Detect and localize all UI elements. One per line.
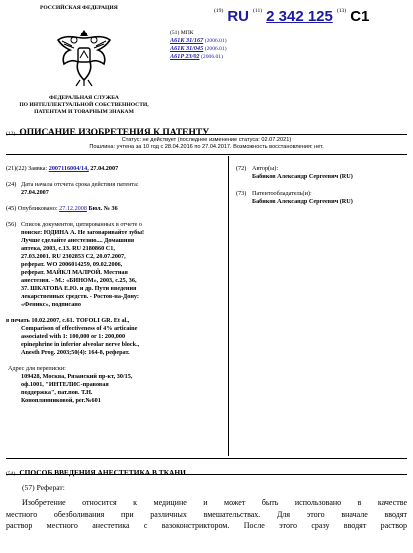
term-start-date: 27.04.2007	[21, 189, 49, 196]
application-number-link[interactable]: 2007116004/14,	[48, 165, 89, 172]
ipc-item	[170, 53, 227, 61]
address-line: поддержка", пат.пов. Т.Н.	[21, 389, 93, 396]
citation-line: Comparison of effectiveness of 4% articaine	[21, 325, 138, 332]
ipc-code-link[interactable]: A61K 31/045	[170, 45, 204, 52]
status-block	[0, 137, 413, 151]
abstract-line: раствор местного анестетика с вазоконстриктором. После этого сразу вводят раствор	[6, 521, 407, 530]
publication-field	[6, 205, 224, 213]
citation-line: «Феникс», подписано	[21, 301, 81, 308]
agency-line-2: ПО ИНТЕЛЛЕКТУАЛЬНОЙ СОБСТВЕННОСТИ,	[19, 102, 149, 108]
citation-line: реферат. WO 2006014259, 09.02.2006,	[21, 261, 123, 268]
fee-text: Пошлина: учтена за 10 год с 28.04.2016 по 27.04.2017. Возможность восстановления: нет.	[89, 144, 324, 150]
inventor-name: Бабиков Александр Сергеевич (RU)	[252, 173, 353, 180]
abstract-text	[6, 497, 407, 532]
abstract-line: местного обезболивания при различных вмешательствах. Для этого вначале вводят	[6, 509, 407, 519]
code-21-22: (21)(22)	[6, 165, 27, 172]
ipc-item	[170, 37, 227, 45]
code-72: (72)	[236, 165, 247, 172]
citation-line: associated with 1: 100,000 or 1: 200,000	[21, 333, 126, 340]
code-73: (73)	[236, 190, 247, 197]
patent-number-line	[214, 8, 369, 26]
citation-line: Список документов, цитированных в отчете о	[21, 221, 142, 228]
citation-line: лекарственных средств. - Ростов-на-Дону:	[21, 293, 139, 300]
application-label: Заявка:	[28, 165, 48, 172]
divider	[6, 474, 407, 475]
right-column	[236, 165, 408, 206]
patent-number-link[interactable]: 2 342 125	[266, 8, 333, 25]
ipc-version: (2006.01)	[204, 46, 227, 52]
application-date: 27.04.2007	[90, 165, 119, 172]
publication-date-link[interactable]: 27.12.2008	[59, 205, 87, 212]
citation-line: аптека, 2003, с.13. RU 2180860 C1,	[21, 245, 115, 252]
address-line: Коноплянниковой, рег.№601	[21, 397, 101, 404]
cited-documents-text	[21, 221, 144, 309]
citation-line: в печать 10.02.2007, с.61. TOFOLI GR. Et al.,	[6, 317, 130, 324]
ipc-version: (2006.01)	[201, 54, 223, 60]
document-title: ОПИСАНИЕ ИЗОБРЕТЕНИЯ К ПАТЕНТУ	[19, 128, 210, 138]
citation-line: Лучше сделайте анестезию.... Домашняя	[21, 237, 135, 244]
cited-documents-field	[6, 221, 224, 309]
publication-label: Опубликовано:	[17, 205, 58, 212]
patent-holder-label: Патентообладатель(и):	[252, 190, 312, 197]
ipc-list	[170, 37, 227, 61]
russian-emblem-icon	[52, 24, 116, 88]
status-text: Статус: не действует (последнее изменение статуса: 02.07.2021)	[121, 137, 292, 143]
term-start-field	[6, 181, 224, 197]
bulletin-number: Бюл. № 36	[88, 205, 118, 212]
code-11: (11)	[253, 8, 263, 14]
left-column	[6, 165, 224, 405]
country-name: РОССИЙСКАЯ ФЕДЕРАЦИЯ	[40, 5, 118, 11]
abstract-line: Изобретение относится к медицине и может быть использовано в качестве	[22, 498, 407, 507]
column-divider	[228, 156, 229, 456]
cited-documents-continued	[6, 317, 224, 357]
agency-line-3: ПАТЕНТАМ И ТОВАРНЫМ ЗНАКАМ	[34, 109, 134, 115]
application-field	[6, 165, 224, 173]
code-24: (24)	[6, 181, 17, 188]
divider	[6, 458, 407, 459]
divider	[6, 134, 407, 135]
code-19: (19)	[214, 8, 224, 14]
code-51: (51) МПК	[170, 30, 194, 36]
patent-holder-name: Бабиков Александр Сергеевич (RU)	[252, 198, 353, 205]
correspondence-address	[6, 365, 224, 405]
citation-line: 37. ШКАТОВА Е.Ю. и др. Пути введения	[21, 285, 137, 292]
ipc-code-link[interactable]: A61K 31/167	[170, 37, 204, 44]
agency-line-1: ФЕДЕРАЛЬНАЯ СЛУЖБА	[49, 95, 119, 101]
citation-line: epinephrine in inferior alveolar nerve block.,	[21, 341, 140, 348]
ipc-version: (2006.01)	[204, 38, 227, 44]
code-56: (56)	[6, 221, 17, 228]
agency-name	[0, 95, 168, 116]
ipc-code-link[interactable]: A61P 23/02	[170, 53, 200, 60]
code-45: (45)	[6, 205, 17, 212]
term-start-label: Дата начала отсчета срока действия патента:	[21, 181, 139, 188]
citation-line: анестезия. - М.: «БИНОМ», 2003, с.25, 36,	[21, 277, 137, 284]
citation-line: Anesth Prog. 2003;50(4): 164-8, реферат.	[21, 349, 130, 356]
citation-line: поиске: ЮДИНА А. Не заговаривайте зубы!	[21, 229, 145, 236]
code-12: (12)	[6, 131, 16, 137]
code-13: (13)	[336, 8, 347, 14]
citation-line: реферат. МАЙКЛ МАЛРОЙ. Местная	[21, 269, 128, 276]
address-line: оф.1001, "ИНТЕЛИС-правовая	[21, 381, 109, 388]
invention-title: СПОСОБ ВВЕДЕНИЯ АНЕСТЕТИКА В ТКАНИ	[19, 468, 186, 477]
inventor-label: Автор(ы):	[252, 165, 279, 172]
citation-line: 27.03.2001. RU 2302853 C2, 20.07.2007,	[21, 253, 126, 260]
ipc-block	[170, 30, 227, 61]
kind-code: C1	[350, 8, 370, 25]
divider	[6, 154, 407, 155]
invention-title-line	[6, 462, 186, 480]
abstract-heading	[22, 483, 65, 492]
abstract-label: Реферат:	[36, 483, 65, 492]
ipc-item	[170, 45, 227, 53]
country-code: RU	[227, 8, 249, 25]
inventor-field	[236, 165, 408, 181]
code-57: (57)	[22, 483, 35, 492]
code-54: (54)	[6, 471, 16, 477]
address-label: Адрес для переписки:	[8, 365, 66, 372]
address-line: 109428, Москва, Рязанский пр-кт, 30/15,	[21, 373, 133, 380]
patent-holder-field	[236, 190, 408, 206]
